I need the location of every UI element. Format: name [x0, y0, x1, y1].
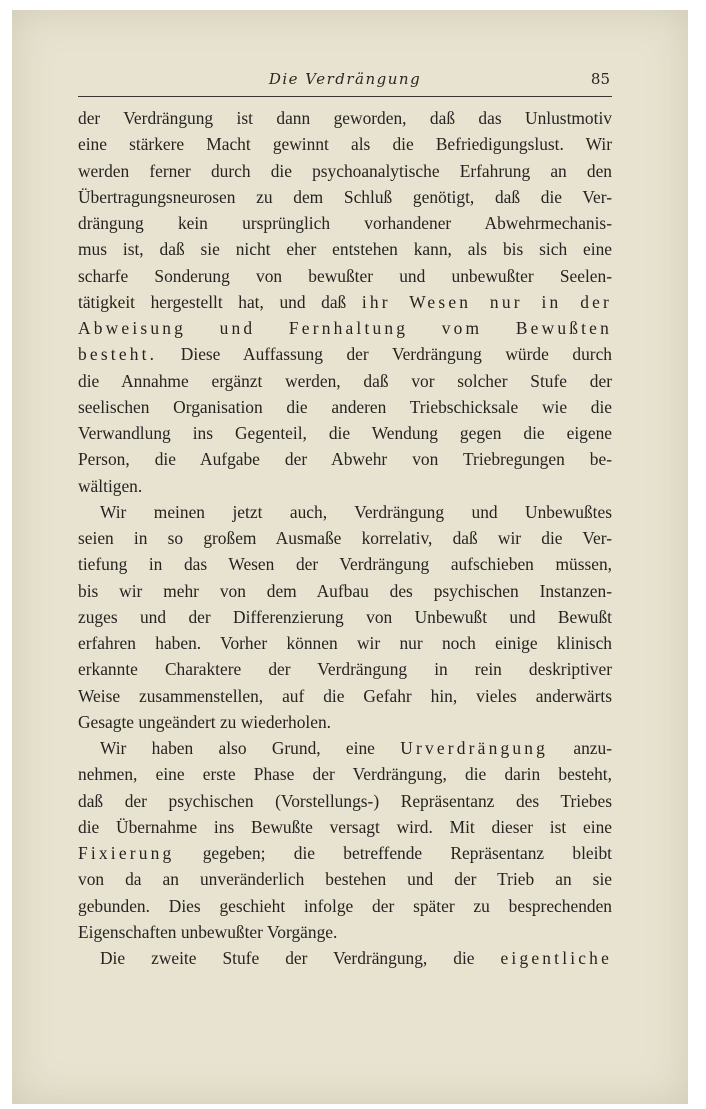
text-line — [78, 840, 612, 866]
text-line — [78, 709, 612, 735]
text-run: nehmen, eine erste Phase der Verdrängung, die darin besteht, — [78, 764, 612, 785]
text-line — [78, 446, 612, 472]
text-line — [78, 394, 612, 420]
text-line — [78, 735, 612, 761]
text-line — [78, 368, 612, 394]
text-line — [78, 289, 612, 315]
text-run: wältigen. — [78, 475, 143, 496]
text-run: Eigenschaften unbewußter Vorgänge. — [78, 921, 338, 942]
text-run: mus ist, daß sie nicht eher entstehen kann, als bis sich eine — [78, 239, 612, 260]
spaced-emphasis: Fixierung — [78, 843, 175, 863]
text-run: werden ferner durch die psychoanalytische Erfahrung an den — [78, 160, 612, 181]
text-run: gebunden. Dies geschieht infolge der später zu besprechenden — [78, 895, 612, 916]
text-line — [78, 420, 612, 446]
text-run: Verwandlung ins Gegenteil, die Wendung gegen die eigene — [78, 423, 612, 443]
text-line — [78, 761, 612, 787]
text-run: eine stärkere Macht gewinnt als die Befriedigungslust. Wir — [78, 134, 612, 155]
text-run: bis wir mehr von dem Aufbau des psychischen Instanzen- — [78, 580, 612, 601]
text-line — [78, 131, 612, 157]
text-run: gegeben; die betreffende Repräsentanz bleibt — [174, 843, 612, 863]
text-line — [78, 184, 612, 210]
text-run: scharfe Sonderung von bewußter und unbewußter Seelen- — [78, 265, 612, 286]
text-line — [78, 945, 612, 971]
text-line — [78, 630, 612, 656]
book-page — [12, 10, 688, 1104]
text-line — [78, 919, 612, 945]
text-line — [78, 105, 612, 131]
text-run: Die zweite Stufe der Verdrängung, die — [100, 948, 501, 968]
text-run: erkannte Charaktere der Verdrängung in rein deskriptiver — [78, 659, 612, 680]
text-line — [78, 814, 612, 840]
text-run: zuges und der Differenzierung von Unbewußt und Bewußt — [78, 606, 612, 627]
text-line — [78, 263, 612, 289]
spaced-emphasis: Urverdrängung — [400, 738, 549, 758]
text-run: drängung kein ursprünglich vorhandener Abwehrmechanis- — [78, 213, 612, 233]
text-run: der Verdrängung ist dann geworden, daß das Unlustmotiv — [78, 108, 612, 128]
text-run: die Übernahme ins Bewußte versagt wird. Mit dieser ist eine — [78, 816, 612, 837]
page-header — [78, 66, 612, 97]
body-text — [78, 105, 612, 971]
text-run: von da an unveränderlich bestehen und der Trieb an sie — [78, 869, 612, 890]
text-line — [78, 158, 612, 184]
text-line — [78, 788, 612, 814]
text-line — [78, 604, 612, 630]
spaced-emphasis: eigentliche — [500, 948, 612, 968]
text-run: Wir meinen jetzt auch, Verdrängung und Unbewußtes — [100, 501, 612, 522]
text-run: anzu- — [548, 738, 612, 758]
text-run: Wir haben also Grund, eine — [100, 738, 401, 758]
text-line — [78, 525, 612, 551]
text-run: die Annahme ergänzt werden, daß vor solcher Stufe der — [78, 370, 612, 391]
text-line — [78, 578, 612, 604]
text-line — [78, 551, 612, 577]
text-line — [78, 499, 612, 525]
spaced-emphasis: ihr Wesen nur in der — [361, 291, 612, 312]
text-run: seien in so großem Ausmaße korrelativ, daß wir die Ver- — [78, 528, 612, 548]
text-run: Weise zusammenstellen, auf die Gefahr hin, vieles anderwärts — [78, 685, 612, 706]
text-line — [78, 656, 612, 682]
spaced-emphasis: besteht. — [78, 344, 158, 365]
text-run: daß der psychischen (Vorstellungs-) Repräsentanz des Triebes — [78, 790, 612, 811]
text-line — [78, 210, 612, 236]
text-line — [78, 893, 612, 919]
text-run: tiefung in das Wesen der Verdrängung aufschieben müssen, — [78, 554, 612, 575]
text-run: tätigkeit hergestellt hat, und daß — [78, 291, 362, 312]
text-run: Person, die Aufgabe der Abwehr von Triebregungen be- — [78, 449, 612, 470]
text-run: Gesagte ungeändert zu wiederholen. — [78, 711, 332, 732]
running-title: Die Verdrängung — [268, 70, 422, 88]
text-run: erfahren haben. Vorher können wir nur noch einige klinisch — [78, 633, 612, 653]
text-line — [78, 341, 612, 367]
text-line — [78, 866, 612, 892]
text-line — [78, 315, 612, 341]
page-number: 85 — [590, 70, 610, 88]
text-line — [78, 473, 612, 499]
text-line — [78, 683, 612, 709]
text-run: Übertragungsneurosen zu dem Schluß genötigt, daß die Ver- — [78, 186, 612, 207]
text-line — [78, 236, 612, 262]
text-run: seelischen Organisation die anderen Triebschicksale wie die — [78, 396, 612, 417]
text-run: Diese Auffassung der Verdrängung würde durch — [157, 344, 612, 365]
spaced-emphasis: Abweisung und Fernhaltung vom Bewußten — [78, 318, 612, 338]
